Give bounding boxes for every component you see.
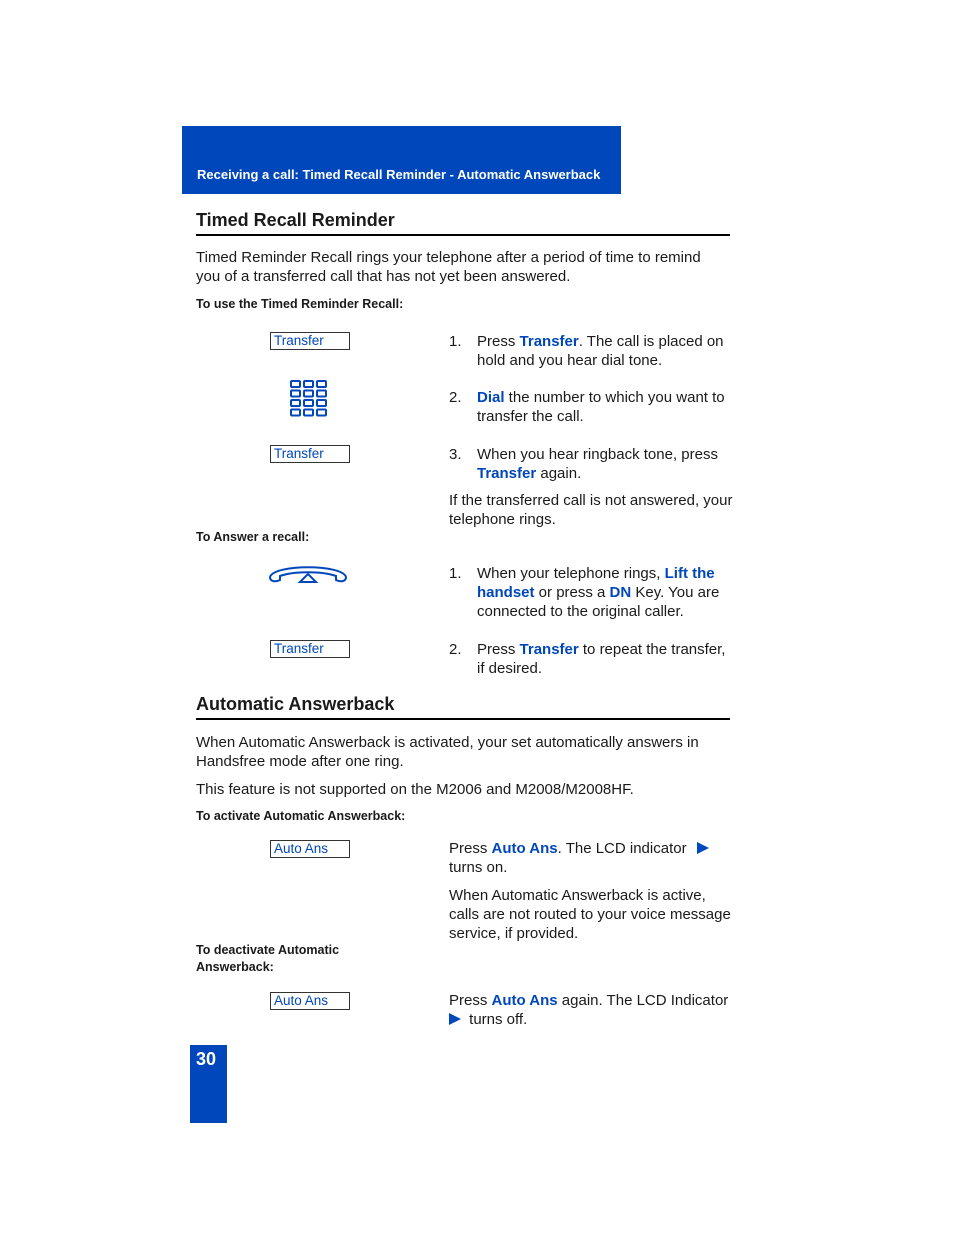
page-number: 30 (196, 1049, 217, 1069)
page-number-tab (190, 1045, 227, 1123)
step-text: When your telephone rings, Lift the handset or press a DN Key. You are connected to the original caller. (477, 565, 720, 620)
activate-heading: To activate Automatic Answerback: (196, 809, 406, 823)
step-text: Dial the number to which you want to transfer the call. (477, 389, 725, 425)
deactivate-heading: To deactivate Automatic Answerback: (196, 943, 340, 974)
step-number: 1. (449, 565, 462, 582)
transfer-key[interactable]: Transfer (270, 445, 350, 463)
step-number: 2. (449, 641, 462, 658)
step-text: Press Transfer. The call is placed on hold and you hear dial tone. (477, 333, 724, 369)
dialpad-key (304, 400, 313, 406)
auto-ans-key[interactable]: Auto Ans (270, 992, 350, 1010)
handset-icon (266, 562, 350, 586)
step-number: 3. (449, 446, 462, 463)
dialpad-key (291, 400, 300, 406)
header-title: Receiving a call: Timed Recall Reminder - Automatic Answerback (197, 167, 601, 182)
dialpad-key (317, 381, 326, 387)
use-timed-recall-heading: To use the Timed Reminder Recall: (196, 297, 404, 311)
timed-recall-intro: Timed Reminder Recall rings your telephone after a period of time to remind you of a transferred call that has not yet been answered. (196, 249, 701, 285)
dialpad-key (317, 410, 326, 416)
deactivate-text: Press Auto Ans again. The LCD Indicator turns off. (449, 992, 729, 1028)
dialpad-key (317, 391, 326, 397)
auto-ans-key[interactable]: Auto Ans (270, 840, 350, 858)
answer-recall-heading: To Answer a recall: (196, 530, 310, 544)
dialpad-key (304, 410, 313, 416)
step-number: 1. (449, 333, 462, 350)
activate-text: Press Auto Ans. The LCD indicator turns on. (449, 839, 734, 877)
dialpad-key (291, 391, 300, 397)
step-text: Press Transfer to repeat the transfer, if desired. (477, 641, 726, 677)
dialpad-key (291, 410, 300, 416)
answerback-intro: When Automatic Answerback is activated, your set automatically answers in Handsfree mode after one ring. (196, 734, 699, 770)
unanswered-note: If the transferred call is not answered, your telephone rings. (449, 492, 733, 528)
dialpad-icon (289, 379, 329, 419)
support-note: This feature is not supported on the M2006 and M2008/M2008HF. (196, 781, 634, 798)
lcd-indicator-icon (449, 1013, 461, 1025)
lcd-indicator-icon (697, 842, 709, 854)
active-note: When Automatic Answerback is active, calls are not routed to your voice message service, if provided. (449, 887, 731, 942)
dialpad-key (304, 381, 313, 387)
section-heading-answerback: Automatic Answerback (196, 694, 730, 720)
dialpad-key (304, 391, 313, 397)
section-heading-timed-recall: Timed Recall Reminder (196, 210, 730, 236)
dialpad-key (317, 400, 326, 406)
transfer-key[interactable]: Transfer (270, 640, 350, 658)
step-number: 2. (449, 389, 462, 406)
header-bar (182, 126, 621, 194)
transfer-key[interactable]: Transfer (270, 332, 350, 350)
step-text: When you hear ringback tone, press Transfer again. (477, 446, 718, 482)
dialpad-key (291, 381, 300, 387)
